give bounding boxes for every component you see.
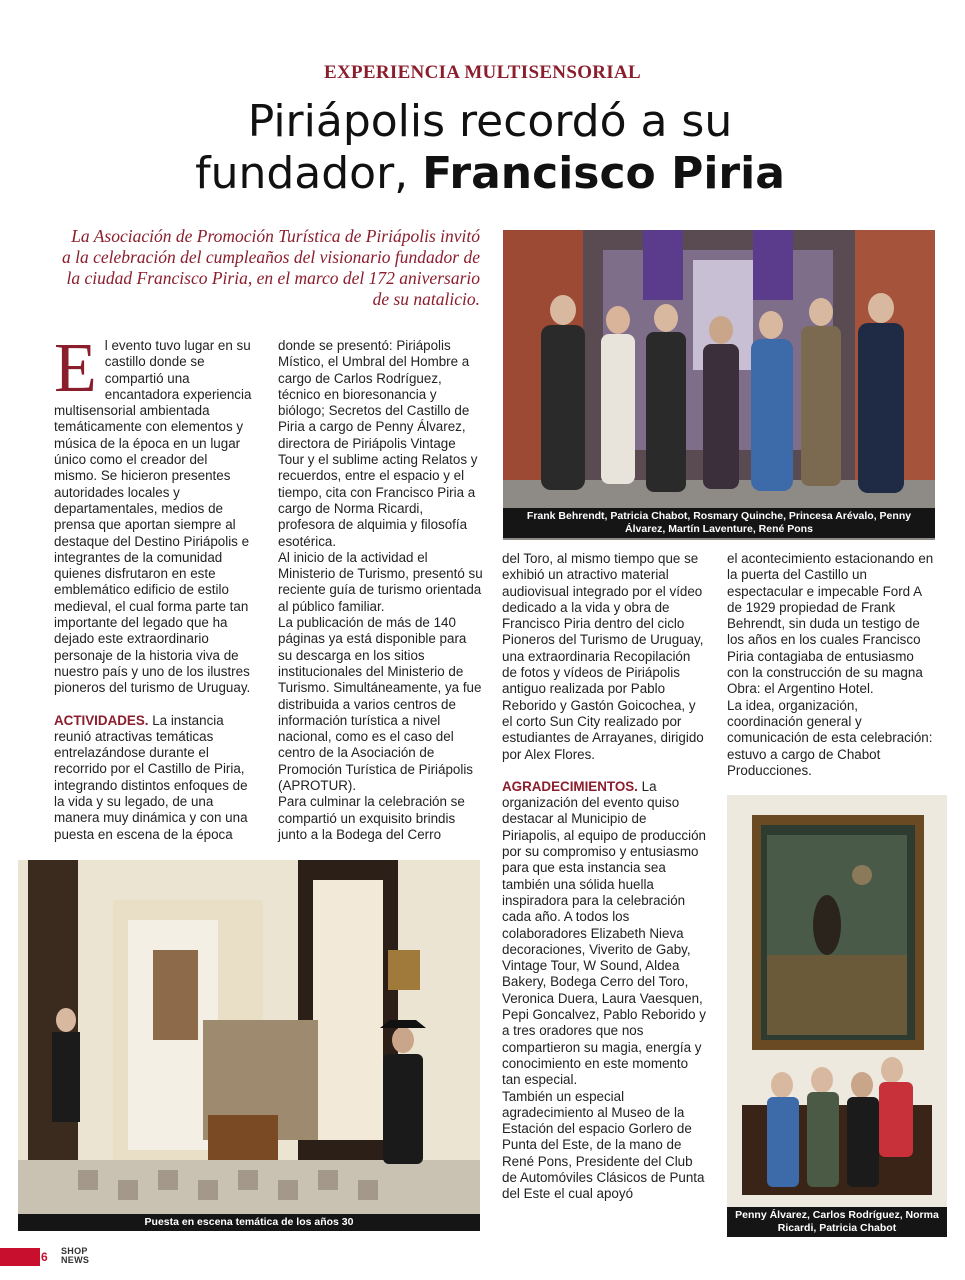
col2-paragraph-2: Al inicio de la actividad el Ministerio de Turismo, presentó su reciente guía de turismo orientada al público familiar. xyxy=(278,549,483,614)
agradecimientos-paragraph xyxy=(502,779,708,1089)
article-column-4 xyxy=(727,551,935,779)
page-number: 6 xyxy=(41,1250,48,1264)
headline-line2-bold: Francisco Piria xyxy=(422,148,785,199)
intro-deck: La Asociación de Promoción Turística de Piriápolis invitó a la celebración del cumpleaños del visionario fundador de la ciudad Francisco Piria, en el marco del 172 aniversario de su natalicio. xyxy=(62,226,480,309)
actividades-paragraph xyxy=(54,713,254,843)
agradecimientos-text: La organización del evento quiso destacar al Municipio de Piriapolis, al equipo de producción por su compromiso y entusiasmo para que esta instancia sea también una sólida huella inspiradora para la celebración cada año. A todos los colaboradores Elizabeth Nieva decoraciones, Viverito de Gaby, Vintage Tour, W Sound, Aldea Bakery, Bodega Cerro del Toro, Veronica Duera, Laura Vaesquen, Pepi Goncalvez, Pablo Reborido y a tres oradores que nos compartieron su magia, energía y conocimiento en este momento tan especial. xyxy=(502,778,706,1088)
interior-photo-caption: Puesta en escena temática de los años 30 xyxy=(18,1214,480,1231)
col2-paragraph-1: donde se presentó: Piriápolis Místico, el Umbral del Hombre a cargo de Carlos Rodríguez, técnico en bioresonancia y biólogo; Secretos del Castillo de Piria a cargo de Penny Álvarez, directora de Piriápolis Vintage Tour y el sublime acting Relatos y recuerdos, entre el espacio y el tiempo, cita con Francisco Piria a cargo de Norma Ricardi, profesora de alquimia y filosofía esotérica. xyxy=(278,338,478,549)
magazine-brand xyxy=(61,1247,89,1265)
col2-paragraph-3: La publicación de más de 140 páginas ya está disponible para su descarga en los sitios institucionales del Ministerio de Turismo. Simultáneamente, ya fue distribuida a varios centros de información turística a nivel nacional, como es el caso del centro de la Asociación de Promoción Turística de Piriápolis (APROTUR). xyxy=(278,615,482,794)
interior-photo xyxy=(18,860,480,1230)
col3-paragraph-1: del Toro, al mismo tiempo que se exhibió un atractivo material audiovisual integrado por el vídeo dedicado a la vida y obra de Francisco Piria dentro del ciclo Pioneros del Turismo de Uruguay, una extraordinaria Recopilación de fotos y vídeos de Piriápolis antiguo realizada por Pablo Reborido y Gastón Goicochea, y el corto Sun City realizado por estudiantes de Arrayanes, dirigido por Alex Flores. xyxy=(502,551,704,762)
col2-paragraph-4: Para culminar la celebración se compartió un exquisito brindis junto a la Bodega del Cerro xyxy=(278,794,465,842)
footer-accent-bar xyxy=(0,1248,40,1266)
group-photo-caption: Frank Behrendt, Patricia Chabot, Rosmary Quinche, Princesa Arévalo, Penny Álvarez, Martín Laventure, René Pons xyxy=(503,508,935,538)
article-column-1 xyxy=(54,330,254,843)
agradecimientos-heading: AGRADECIMIENTOS. xyxy=(502,778,638,794)
headline-line1: Piriápolis recordó a su xyxy=(247,96,733,147)
painting-photo xyxy=(727,795,947,1210)
opening-paragraph-text: l evento tuvo lugar en su castillo donde se compartió una encantadora experiencia multisensorial ambientada temáticamente con elementos y música de la época en un lugar único como el creador del mismo. Se hicieron presentes autoridades locales y departamentales, medios de prensa que aportan siempre al destaque del Destino Piriápolis e integrantes de la comunidad quienes disfrutaron en este emblemático edificio de estilo medieval, el cual forma parte tan importante del legado que ha dejado este extraordinario personaje de la historia viva de nuestro país y uno de los ilustres pioneros del turismo de Uruguay. xyxy=(54,338,252,696)
article-column-2 xyxy=(278,338,483,843)
article-column-3 xyxy=(502,551,708,1203)
brand-line-1: SHOP xyxy=(61,1246,88,1256)
col4-paragraph-1: el acontecimiento estacionando en la puerta del Castillo un espectacular e impecable Ford A de 1929 propiedad de Frank Behrendt, sin duda un testigo de los años en los cuales Francisco Piria contagiaba de entusiasmo con la construcción de su magna Obra: el Argentino Hotel. xyxy=(727,551,934,697)
col3-paragraph-3: También un especial agradecimiento al Museo de la Estación del espacio Gorlero de Punta del Este, de la mano de René Pons, Presidente del Club de Automóviles Clásicos de Punta del Este el cual apoyó xyxy=(502,1088,705,1202)
interior-photo-illustration xyxy=(18,860,480,1230)
actividades-heading: ACTIVIDADES. xyxy=(54,712,149,728)
col4-paragraph-2: La idea, organización, coordinación general y comunicación de esta celebración: estuvo a cargo de Chabot Producciones. xyxy=(727,697,933,778)
headline-line2-regular: fundador, xyxy=(195,148,423,199)
drop-cap: E xyxy=(54,330,97,407)
group-photo-illustration xyxy=(503,230,935,540)
section-kicker: EXPERIENCIA MULTISENSORIAL xyxy=(324,62,641,83)
actividades-text: La instancia reunió atractivas temáticas entrelazándose durante el recorrido por el Castillo de Piria, integrando distintos enfoques de la vida y su legado, de una manera muy dinámica y con una puesta en escena de la época xyxy=(54,712,248,842)
painting-photo-illustration xyxy=(727,795,947,1210)
group-photo xyxy=(503,230,935,540)
headline xyxy=(150,96,830,200)
opening-paragraph xyxy=(54,330,254,697)
brand-line-2: NEWS xyxy=(61,1255,90,1265)
painting-photo-caption: Penny Álvarez, Carlos Rodríguez, Norma Ricardi, Patricia Chabot xyxy=(727,1207,947,1237)
